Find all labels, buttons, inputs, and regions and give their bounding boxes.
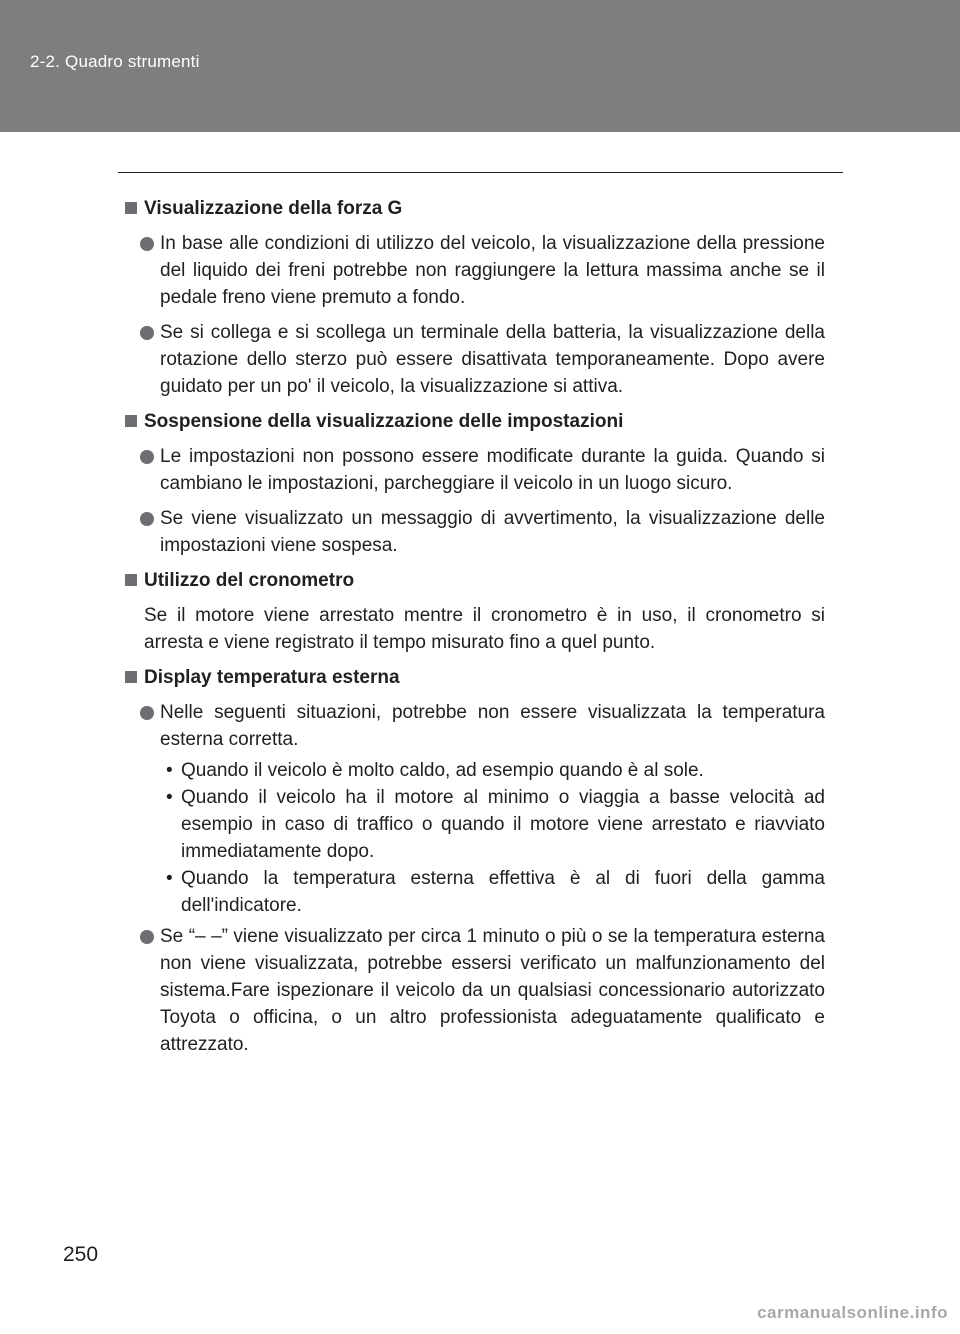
item-text: Se viene visualizzato un messaggio di avvertimento, la visualizzazione delle impostazioni viene sospesa. (160, 508, 825, 556)
header-band (0, 0, 960, 132)
round-bullet-icon (140, 326, 154, 340)
section-heading (125, 567, 825, 594)
watermark: carmanualsonline.info (757, 1303, 948, 1322)
section-heading (125, 664, 825, 691)
round-bullet-icon (140, 706, 154, 720)
heading-text: Sospensione della visualizzazione delle impostazioni (144, 411, 624, 432)
round-bullet-icon (140, 930, 154, 944)
section-heading (125, 195, 825, 222)
sub-item-text: Quando la temperatura esterna effettiva è al di fuori della gamma dell'indicatore. (181, 868, 825, 916)
list-item (125, 443, 825, 497)
sub-item-text: Quando il veicolo è molto caldo, ad esempio quando è al sole. (181, 760, 704, 781)
round-bullet-icon (140, 237, 154, 251)
list-item (125, 505, 825, 559)
page-content (125, 195, 825, 1066)
list-item (125, 319, 825, 400)
round-bullet-icon (140, 450, 154, 464)
list-item (125, 699, 825, 753)
dot-marker-icon: • (166, 787, 173, 808)
dot-marker-icon: • (166, 868, 173, 889)
item-text: In base alle condizioni di utilizzo del veicolo, la visualizzazione della pressione del liquido dei freni potrebbe non raggiungere la lettura massima anche se il pedale freno viene premuto a fondo. (160, 233, 825, 308)
heading-text: Display temperatura esterna (144, 667, 400, 688)
list-item (125, 923, 825, 1058)
item-text: Se “– –” viene visualizzato per circa 1 minuto o più o se la temperatura esterna non viene visualizzata, potrebbe essersi verificato un malfunzionamento del sistema.Fare ispezionare il veicolo da un qualsiasi concessionario autorizzato Toyota o officina, o un altro professionista adeguatamente qualificato e attrezzato. (160, 926, 825, 1055)
list-item (125, 230, 825, 311)
sub-list-item (125, 784, 825, 865)
item-text: Se si collega e si scollega un terminale della batteria, la visualizzazione della rotazione dello sterzo può essere disattivata temporaneamente. Dopo avere guidato per un po' il veicolo, la visualizzazione si attiva. (160, 322, 825, 397)
paragraph: Se il motore viene arrestato mentre il cronometro è in uso, il cronometro si arresta e viene registrato il tempo misurato fino a quel punto. (144, 605, 825, 653)
sub-list-item (125, 865, 825, 919)
square-bullet-icon (125, 574, 137, 586)
heading-text: Visualizzazione della forza G (144, 198, 403, 219)
square-bullet-icon (125, 415, 137, 427)
sub-list-item (125, 757, 825, 784)
section-heading (125, 408, 825, 435)
sub-item-text: Quando il veicolo ha il motore al minimo o viaggia a basse velocità ad esempio in caso di traffico o quando il motore viene arrestato e riavviato immediatamente dopo. (181, 787, 825, 862)
sub-list (125, 757, 825, 919)
heading-text: Utilizzo del cronometro (144, 570, 355, 591)
item-text: Le impostazioni non possono essere modificate durante la guida. Quando si cambiano le impostazioni, parcheggiare il veicolo in un luogo sicuro. (160, 446, 825, 494)
item-text: Nelle seguenti situazioni, potrebbe non essere visualizzata la temperatura esterna corretta. (160, 702, 825, 750)
page-number: 250 (63, 1243, 99, 1266)
square-bullet-icon (125, 671, 137, 683)
top-rule (118, 172, 843, 173)
square-bullet-icon (125, 202, 137, 214)
round-bullet-icon (140, 512, 154, 526)
dot-marker-icon: • (166, 760, 173, 781)
section-title: 2-2. Quadro strumenti (30, 52, 200, 71)
